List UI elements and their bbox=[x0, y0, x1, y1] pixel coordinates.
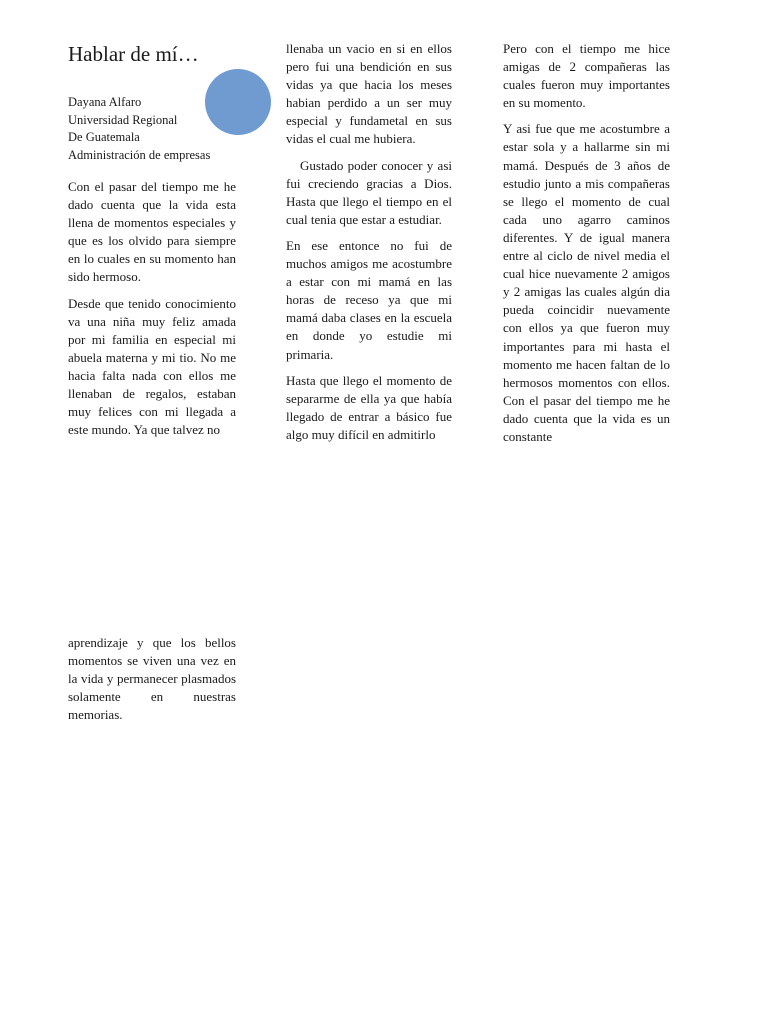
column-3 bbox=[503, 40, 670, 454]
paragraph: Y asi fue que me acostumbre a estar sola y a hallarme sin mi mamá. Después de 3 años de estudio junto a mis compañeras se llego el momento de cual cada uno agarro caminos diferentes. Y de igual manera entre al ciclo de nivel media el cual hice nuevamente 2 amigos y 2 amigas las cuales algún dia pueda coincidir nuevamente con ellos ya que fueron muy importantes para mi hasta el momento me hacen faltan de lo hermosos momentos con ellos. Con el pasar del tiempo me he dado cuenta que la vida es un constante bbox=[503, 121, 670, 444]
paragraph: Desde que tenido conocimiento va una niña muy feliz amada por mi familia en especial mi abuela materna y mi tio. No me hacia falta nada con ellos me llenaban de regalos, estaban muy felices con mi llegada a este mundo. Ya que talvez no bbox=[68, 295, 236, 438]
column-1-continued bbox=[68, 634, 236, 732]
paragraph: Hasta que llego el momento de separarme de ella ya que había llegado de entrar a básico fue algo muy difícil en admitirlo bbox=[286, 372, 452, 442]
author-block bbox=[68, 94, 236, 164]
author-location: De Guatemala bbox=[68, 130, 140, 144]
paragraph: Gustado poder conocer y asi fui creciendo gracias a Dios. Hasta que llego el tiempo en el cual tenia que estar a estudiar. bbox=[286, 157, 452, 227]
paragraph: En ese entonce no fui de muchos amigos me acostumbre a estar con mi mamá en las horas de receso ya que mi mamá daba clases en la escuela en donde yo estudie mi primaria. bbox=[286, 237, 452, 362]
author-program: Administración de empresas bbox=[68, 147, 211, 162]
page-title: Hablar de mí… bbox=[68, 42, 199, 66]
author-name: Dayana Alfaro bbox=[68, 95, 142, 109]
paragraph: llenaba un vacio en si en ellos pero fui una bendición en sus vidas ya que hacia los meses habian perdido a un ser muy especial y fundametal en sus vidas el cual me hubiera. bbox=[286, 41, 452, 147]
paragraph: Con el pasar del tiempo me he dado cuenta que la vida esta llena de momentos especiales y que es los olvido para siempre en lo cuales en su momento han sido hermoso. bbox=[68, 179, 236, 285]
column-2 bbox=[286, 40, 452, 452]
author-institution: Universidad Regional bbox=[68, 112, 178, 127]
paragraph: Pero con el tiempo me hice amigas de 2 compañeras las cuales fueron muy importantes en su momento. bbox=[503, 41, 670, 111]
paragraph: aprendizaje y que los bellos momentos se viven una vez en la vida y permanecer plasmados solamente en nuestras memorias. bbox=[68, 635, 236, 723]
column-1 bbox=[68, 40, 236, 447]
